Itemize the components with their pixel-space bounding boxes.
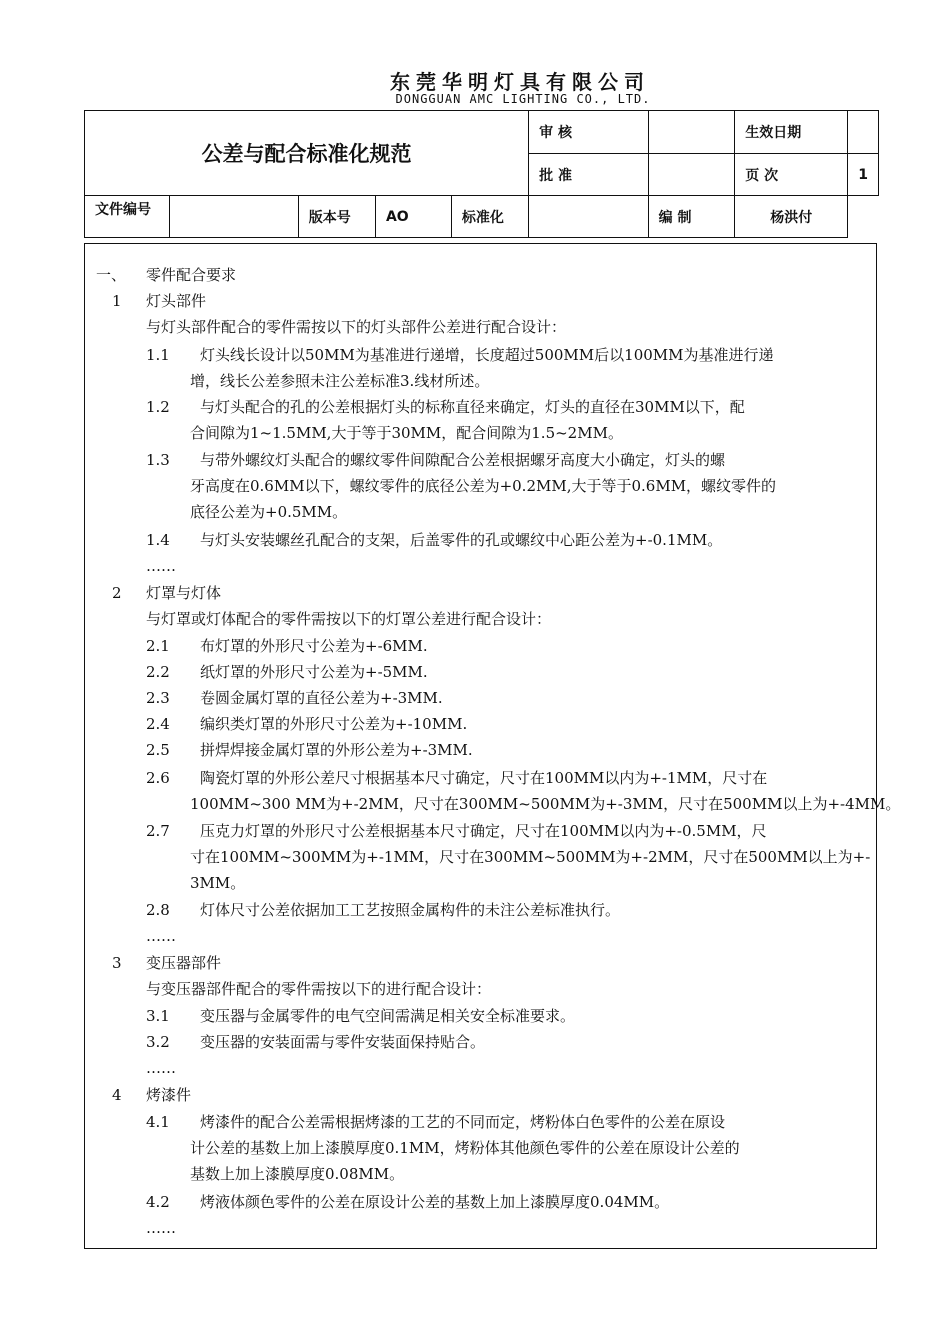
item-number: 2.7 <box>146 822 170 840</box>
item-text: 变压器与金属零件的电气空间需满足相关安全标准要求。 <box>200 1007 576 1025</box>
effective-date-label: 生效日期 <box>735 111 848 154</box>
item-text: 100MM~300 MM为+-2MM，尺寸在300MM~500MM为+-3MM，尺寸在500MM以上为+-4MM。 <box>190 795 901 813</box>
item-number: 2.6 <box>146 769 170 787</box>
item-number: 2.4 <box>146 715 170 733</box>
subsection-intro: 与灯罩或灯体配合的零件需按以下的灯罩公差进行配合设计： <box>146 610 552 628</box>
item-text: 基数上加上漆膜厚度0.08MM。 <box>190 1165 405 1183</box>
item-text: 与灯头配合的孔的公差根据灯头的标称直径来确定，灯头的直径在30MM以下，配 <box>200 398 745 416</box>
subsection-number: 3 <box>112 954 122 972</box>
item-number: 1.2 <box>146 398 170 416</box>
item-text: 编织类灯罩的外形尺寸公差为+-10MM. <box>200 715 468 733</box>
doc-number-label: 文件编号 <box>85 196 170 238</box>
ellipsis: …… <box>146 927 176 945</box>
item-text: 卷圆金属灯罩的直径公差为+-3MM. <box>200 689 443 707</box>
effective-date-value <box>848 111 879 154</box>
document-header-table <box>84 110 879 238</box>
item-text: 陶瓷灯罩的外形公差尺寸根据基本尺寸确定，尺寸在100MM以内为+-1MM，尺寸在 <box>200 769 768 787</box>
author-value: 杨洪付 <box>735 196 848 238</box>
item-text: 灯体尺寸公差依据加工工艺按照金属构件的未注公差标准执行。 <box>200 901 621 919</box>
item-number: 2.2 <box>146 663 170 681</box>
standardization-label: 标准化 <box>451 196 528 238</box>
standardization-value <box>529 196 649 238</box>
ellipsis: …… <box>146 1059 176 1077</box>
item-text: 与灯头安装螺丝孔配合的支架，后盖零件的孔或螺纹中心距公差为+-0.1MM。 <box>200 531 723 549</box>
review-label: 审 核 <box>529 111 649 154</box>
item-number: 2.1 <box>146 637 170 655</box>
page-value: 1 <box>848 154 879 196</box>
ellipsis: …… <box>146 557 176 575</box>
item-text: 布灯罩的外形尺寸公差为+-6MM. <box>200 637 428 655</box>
item-text: 灯头线长设计以50MM为基准进行递增，长度超过500MM后以100MM为基准进行递 <box>200 346 774 364</box>
item-text: 烤液体颜色零件的公差在原设计公差的基数上加上漆膜厚度0.04MM。 <box>200 1193 670 1211</box>
subsection-title: 变压器部件 <box>146 954 222 972</box>
approve-label: 批 准 <box>529 154 649 196</box>
subsection-title: 烤漆件 <box>146 1086 192 1104</box>
ellipsis: …… <box>146 1219 176 1237</box>
company-name-cn: 东莞华明灯具有限公司 <box>390 70 650 94</box>
doc-number-value <box>169 196 298 238</box>
author-label: 编 制 <box>648 196 735 238</box>
item-number: 1.4 <box>146 531 170 549</box>
approve-value <box>648 154 735 196</box>
subsection-intro: 与灯头部件配合的零件需按以下的灯头部件公差进行配合设计： <box>146 318 567 336</box>
company-name-en: DONGGUAN AMC LIGHTING CO., LTD. <box>395 92 651 106</box>
item-text: 寸在100MM~300MM为+-1MM，尺寸在300MM~500MM为+-2MM，尺寸在500MM以上为+- <box>190 848 871 866</box>
document-title: 公差与配合标准化规范 <box>85 111 529 196</box>
item-number: 1.3 <box>146 451 170 469</box>
item-text: 与带外螺纹灯头配合的螺纹零件间隙配合公差根据螺牙高度大小确定，灯头的螺 <box>200 451 726 469</box>
subsection-title: 灯头部件 <box>146 292 207 310</box>
item-number: 4.2 <box>146 1193 170 1211</box>
subsection-title: 灯罩与灯体 <box>146 584 222 602</box>
subsection-number: 1 <box>112 292 122 310</box>
item-text: 底径公差为+0.5MM。 <box>190 503 348 521</box>
subsection-number: 4 <box>112 1086 122 1104</box>
page-label: 页 次 <box>735 154 848 196</box>
review-value <box>648 111 735 154</box>
item-text: 变压器的安装面需与零件安装面保持贴合。 <box>200 1033 486 1051</box>
item-number: 2.3 <box>146 689 170 707</box>
item-text: 计公差的基数上加上漆膜厚度0.1MM，烤粉体其他颜色零件的公差在原设计公差的 <box>190 1139 740 1157</box>
item-number: 2.5 <box>146 741 170 759</box>
subsection-intro: 与变压器部件配合的零件需按以下的进行配合设计： <box>146 980 492 998</box>
section-number: 一、 <box>96 266 127 284</box>
item-number: 3.1 <box>146 1007 170 1025</box>
subsection-number: 2 <box>112 584 122 602</box>
section-title: 零件配合要求 <box>146 266 237 284</box>
item-text: 拼焊焊接金属灯罩的外形公差为+-3MM. <box>200 741 473 759</box>
item-number: 3.2 <box>146 1033 170 1051</box>
item-text: 压克力灯罩的外形尺寸公差根据基本尺寸确定，尺寸在100MM以内为+-0.5MM，尺 <box>200 822 767 840</box>
item-number: 1.1 <box>146 346 170 364</box>
item-text: 烤漆件的配合公差需根据烤漆的工艺的不同而定，烤粉体白色零件的公差在原设 <box>200 1113 726 1131</box>
item-number: 4.1 <box>146 1113 170 1131</box>
item-text: 牙高度在0.6MM以下，螺纹零件的底径公差为+0.2MM,大于等于0.6MM，螺纹零件的 <box>190 477 777 495</box>
item-text: 3MM。 <box>190 874 246 892</box>
item-number: 2.8 <box>146 901 170 919</box>
version-value: AO <box>375 196 451 238</box>
item-text: 合间隙为1~1.5MM,大于等于30MM，配合间隙为1.5~2MM。 <box>190 424 623 442</box>
item-text: 增，线长公差参照未注公差标准3.线材所述。 <box>190 372 490 390</box>
item-text: 纸灯罩的外形尺寸公差为+-5MM. <box>200 663 428 681</box>
version-label: 版本号 <box>298 196 375 238</box>
